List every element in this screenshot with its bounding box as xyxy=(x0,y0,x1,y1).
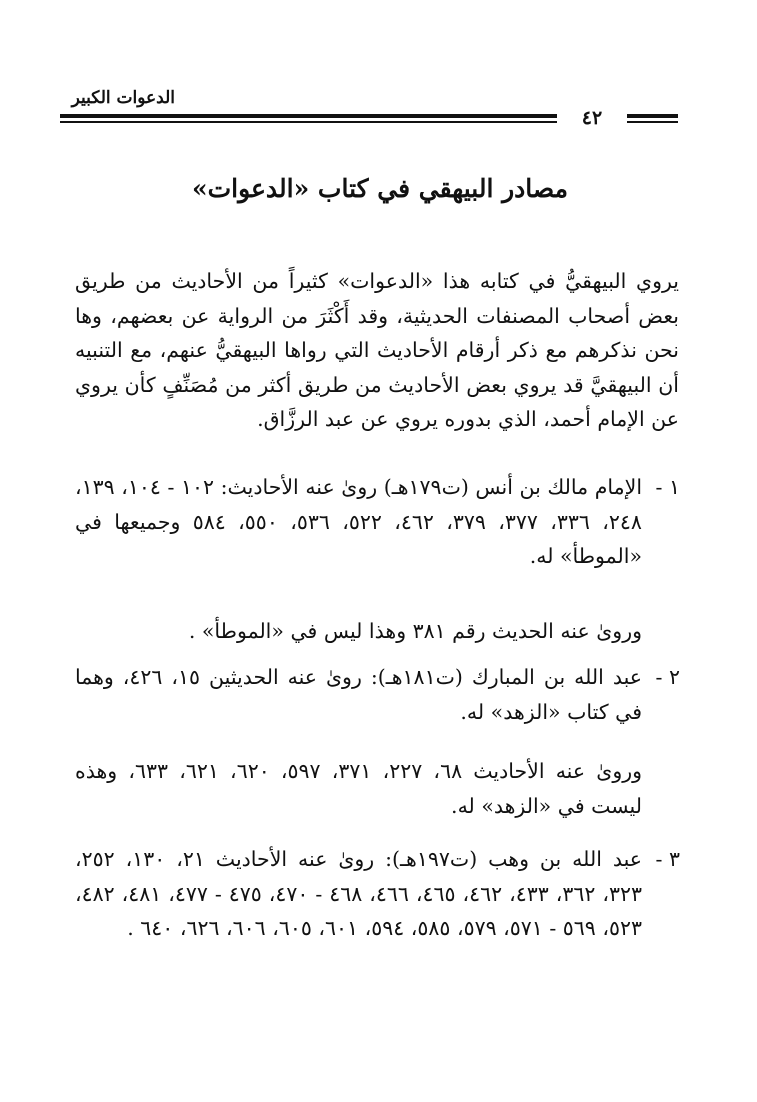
section-title: مصادر البيهقي في كتاب «الدعوات» xyxy=(191,174,568,203)
list-item-number: ١ - xyxy=(655,475,680,499)
list-item-text: عبد الله بن وهب (ت١٩٧هـ): روىٰ عنه الأحاديث ٢١، ١٣٠، ٢٥٢، ٣٢٣، ٣٦٢، ٤٣٣، ٤٦٢، ٤٦٥، ٤٦٦، ٤٦٨ - ٤٧٠، ٤٧٥ - ٤٧٧، ٤٨١، ٤٨٢، ٥٢٣، ٥٦٩ - ٥٧١، ٥٧٩، ٥٨٥، ٥٩٤، ٦٠١، ٦٠٥، ٦٠٦، ٦٢٦، ٦٤٠ . xyxy=(75,847,643,940)
header-rule-right-thin xyxy=(627,121,678,123)
running-title: الدعوات الكبير xyxy=(71,88,175,108)
list-item-number: ٣ - xyxy=(655,847,680,871)
list-item-text: عبد الله بن المبارك (ت١٨١هـ): روىٰ عنه الحديثين ١٥، ٤٢٦، وهما في كتاب «الزهد» له. xyxy=(75,665,642,724)
header-rule-thin xyxy=(60,121,557,123)
list-item-note: وروىٰ عنه الحديث رقم ٣٨١ وهذا ليس في «الموطأ» . xyxy=(188,619,642,643)
intro-paragraph: يروي البيهقيُّ في كتابه هذا «الدعوات» كثيراً من الأحاديث من طريق بعض أصحاب المصنفات الحديثية، وقد أَكْثَرَ من الرواية عن بعضهم، وها نحن نذكرهم مع ذكر أرقام الأحاديث التي رواها البيهقيُّ عنهم، مع التنبيه أن البيهقيَّ قد يروي بعض الأحاديث من طريق أكثر من مُصَنِّفٍ كأن يروي عن الإمام أحمد، الذي بدوره يروي عن عبد الرزَّاق. xyxy=(75,269,679,431)
list-item-note: وروىٰ عنه الأحاديث ٦٨، ٢٢٧، ٣٧١، ٥٩٧، ٦٢٠، ٦٢١، ٦٣٣، وهذه ليست في «الزهد» له. xyxy=(75,759,643,818)
page-number: ٤٢ xyxy=(581,107,603,129)
header-rule-right-thick xyxy=(627,114,678,118)
list-item-number: ٢ - xyxy=(655,665,680,689)
list-item-text: الإمام مالك بن أنس (ت١٧٩هـ) روىٰ عنه الأحاديث: ١٠٢ - ١٠٤، ١٣٩، ٢٤٨، ٣٣٦، ٣٧٧، ٣٧٩، ٤٦٢، ٥٢٢، ٥٣٦، ٥٥٠، ٥٨٤ وجميعها في «الموطأ» له. xyxy=(75,475,643,568)
header-rule-thick xyxy=(60,114,557,118)
